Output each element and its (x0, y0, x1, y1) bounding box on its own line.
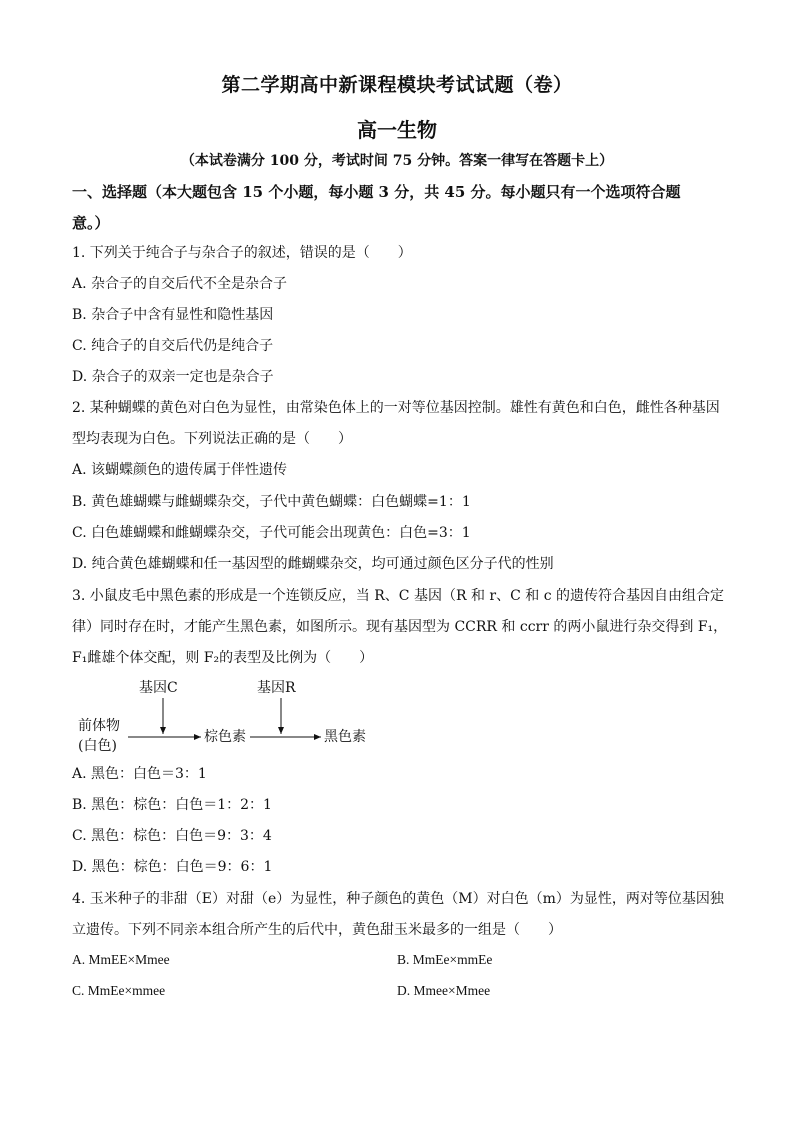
q4-option-a: A. MmEE×Mmee (72, 952, 170, 967)
q3-option-d: D. 黑色：棕色：白色＝9：6：1 (72, 859, 273, 875)
q1-option-a: A. 杂合子的自交后代不全是杂合子 (72, 276, 288, 292)
q4-option-d: D. Mmee×Mmee (397, 983, 491, 998)
q1-option-d: D. 杂合子的双亲一定也是杂合子 (72, 369, 274, 385)
q2-option-b: B. 黄色雄蝴蝶与雌蝴蝶杂交，子代中黄色蝴蝶：白色蝴蝶=1：1 (72, 494, 471, 510)
q4-stem-line2: 立遗传。下列不同亲本组合所产生的后代中，黄色甜玉米最多的一组是（ ） (72, 922, 562, 938)
q4-stem-line1: 4. 玉米种子的非甜（E）对甜（e）为显性，种子颜色的黄色（M）对白色（m）为显性，两对等位基因独 (72, 891, 724, 907)
q2-stem-line2: 型均表现为白色。下列说法正确的是（ ） (72, 431, 352, 447)
q3-option-a: A. 黑色：白色＝3：1 (72, 766, 207, 782)
exam-note: （本试卷满分 100 分，考试时间 75 分钟。答案一律写在答题卡上） (180, 153, 614, 169)
q4-option-b: B. MmEe×mmEe (397, 952, 493, 967)
exam-title: 第二学期高中新课程模块考试试题（卷） (221, 74, 573, 96)
q3-option-c: C. 黑色：棕色：白色＝9：3：4 (72, 828, 272, 844)
q1-option-c: C. 纯合子的自交后代仍是纯合子 (72, 338, 274, 354)
pigment-pathway-diagram (76, 676, 386, 756)
q3-stem-line1: 3. 小鼠皮毛中黑色素的形成是一个连锁反应，当 R、C 基因（R 和 r、C 和 c 的遗传符合基因自由组合定 (72, 588, 724, 604)
section-heading-line2: 意。） (72, 214, 110, 232)
q3-stem-line2: 律）同时存在时，才能产生黑色素，如图所示。现有基因型为 CCRR 和 ccrr 的两小鼠进行杂交得到 F₁， (72, 619, 728, 635)
precursor-label: 前体物 (78, 718, 120, 734)
subject-title: 高一生物 (357, 118, 437, 142)
q2-option-d: D. 纯合黄色雄蝴蝶和任一基因型的雌蝴蝶杂交，均可通过颜色区分子代的性别 (72, 556, 554, 572)
precursor-color-note: (白色) (78, 738, 117, 754)
brown-pigment-label: 棕色素 (204, 729, 246, 745)
q2-option-c: C. 白色雄蝴蝶和雌蝴蝶杂交，子代可能会出现黄色：白色=3：1 (72, 525, 471, 541)
q2-stem-line1: 2. 某种蝴蝶的黄色对白色为显性，由常染色体上的一对等位基因控制。雄性有黄色和白色，雌性各种基因 (72, 400, 720, 416)
gene-c-label: 基因C (139, 680, 178, 696)
black-pigment-label: 黑色素 (324, 729, 366, 745)
gene-r-label: 基因R (257, 680, 296, 696)
q4-option-c: C. MmEe×mmee (72, 983, 166, 998)
q3-option-b: B. 黑色：棕色：白色＝1：2：1 (72, 797, 272, 813)
q1-option-b: B. 杂合子中含有显性和隐性基因 (72, 307, 274, 323)
q1-stem: 1. 下列关于纯合子与杂合子的叙述，错误的是（ ） (72, 245, 412, 261)
q2-option-a: A. 该蝴蝶颜色的遗传属于伴性遗传 (72, 462, 288, 478)
section-heading-line1: 一、选择题（本大题包含 15 个小题，每小题 3 分，共 45 分。每小题只有一个选项符合题 (72, 183, 681, 201)
q3-stem-line3: F₁雌雄个体交配，则 F₂的表型及比例为（ ） (72, 650, 374, 666)
